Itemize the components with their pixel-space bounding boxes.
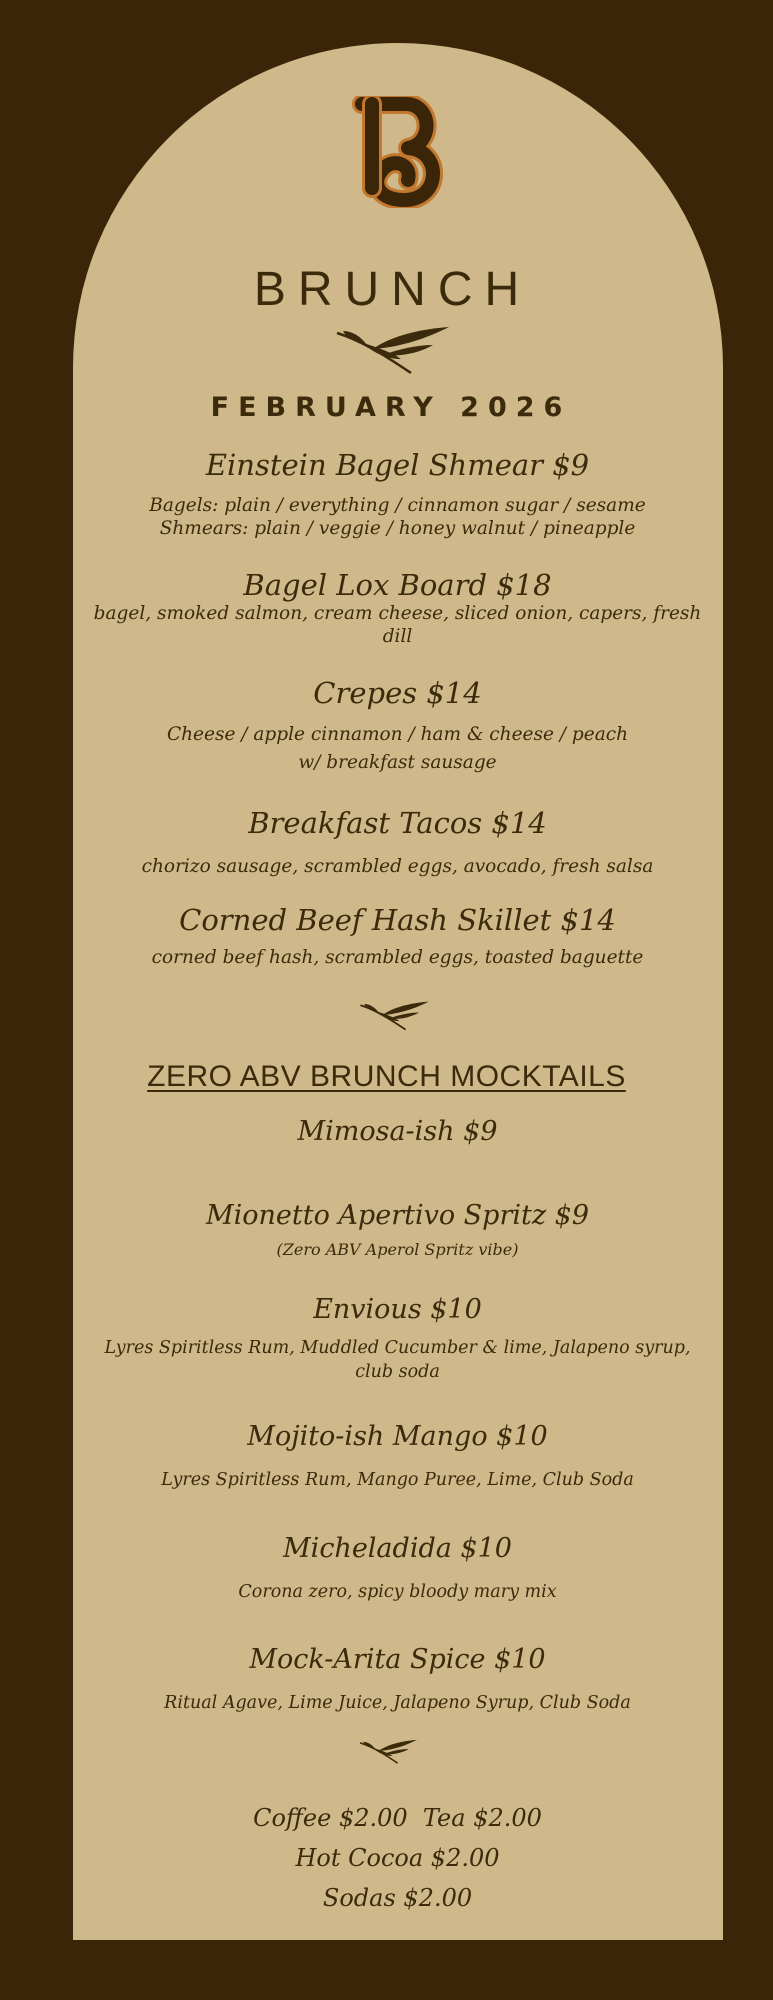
- item-desc: chorizo sausage, scrambled eggs, avocado, fresh salsa: [141, 856, 654, 877]
- drink-desc: Lyres Spiritless Rum, Muddled Cucumber & lime, Jalapeno syrup, club soda: [104, 1338, 691, 1382]
- drink-note: (Zero ABV Aperol Spritz vibe): [276, 1240, 519, 1259]
- item-desc: w/ breakfast sausage: [298, 752, 497, 773]
- monogram-b-logo: [348, 96, 446, 208]
- brand-wordmark: BRUNCH: [253, 263, 532, 316]
- menu-month: FEBRUARY 2026: [210, 392, 572, 423]
- beverage-line: Coffee $2.00 Tea $2.00: [253, 1804, 542, 1832]
- drink-title: Mimosa-ish $9: [297, 1116, 498, 1147]
- drink-title: Mojito-ish Mango $10: [247, 1421, 548, 1452]
- item-title: Bagel Lox Board $18: [243, 568, 552, 602]
- drink-title: Micheladida $10: [283, 1533, 512, 1564]
- drink-desc: Lyres Spiritless Rum, Mango Puree, Lime, Club Soda: [161, 1470, 634, 1490]
- item-desc: Shmears: plain / veggie / honey walnut / pineapple: [159, 518, 636, 539]
- item-desc: Bagels: plain / everything / cinnamon sugar / sesame: [149, 495, 646, 516]
- item-title: Crepes $14: [313, 676, 482, 710]
- olive-sprig-icon: [333, 323, 451, 375]
- item-desc: bagel, smoked salmon, cream cheese, sliced onion, capers, fresh dill: [93, 603, 702, 647]
- olive-sprig-icon: [358, 1736, 418, 1766]
- item-title: Einstein Bagel Shmear $9: [205, 448, 590, 482]
- item-title: Breakfast Tacos $14: [248, 806, 547, 840]
- item-title: Corned Beef Hash Skillet $14: [179, 903, 616, 937]
- beverage-line: Hot Cocoa $2.00: [295, 1844, 500, 1872]
- beverage-line: Sodas $2.00: [322, 1884, 473, 1912]
- drink-desc: Corona zero, spicy bloody mary mix: [238, 1582, 557, 1602]
- mocktails-heading: ZERO ABV BRUNCH MOCKTAILS: [147, 1060, 626, 1093]
- drink-title: Envious $10: [313, 1294, 482, 1325]
- drink-desc: Ritual Agave, Lime Juice, Jalapeno Syrup, Club Soda: [164, 1693, 631, 1713]
- item-desc: Cheese / apple cinnamon / ham & cheese / peach: [166, 724, 628, 745]
- item-desc: corned beef hash, scrambled eggs, toasted baguette: [151, 947, 644, 968]
- drink-title: Mock-Arita Spice $10: [249, 1644, 546, 1675]
- olive-sprig-icon: [358, 998, 430, 1032]
- drink-title: Mionetto Apertivo Spritz $9: [205, 1200, 590, 1231]
